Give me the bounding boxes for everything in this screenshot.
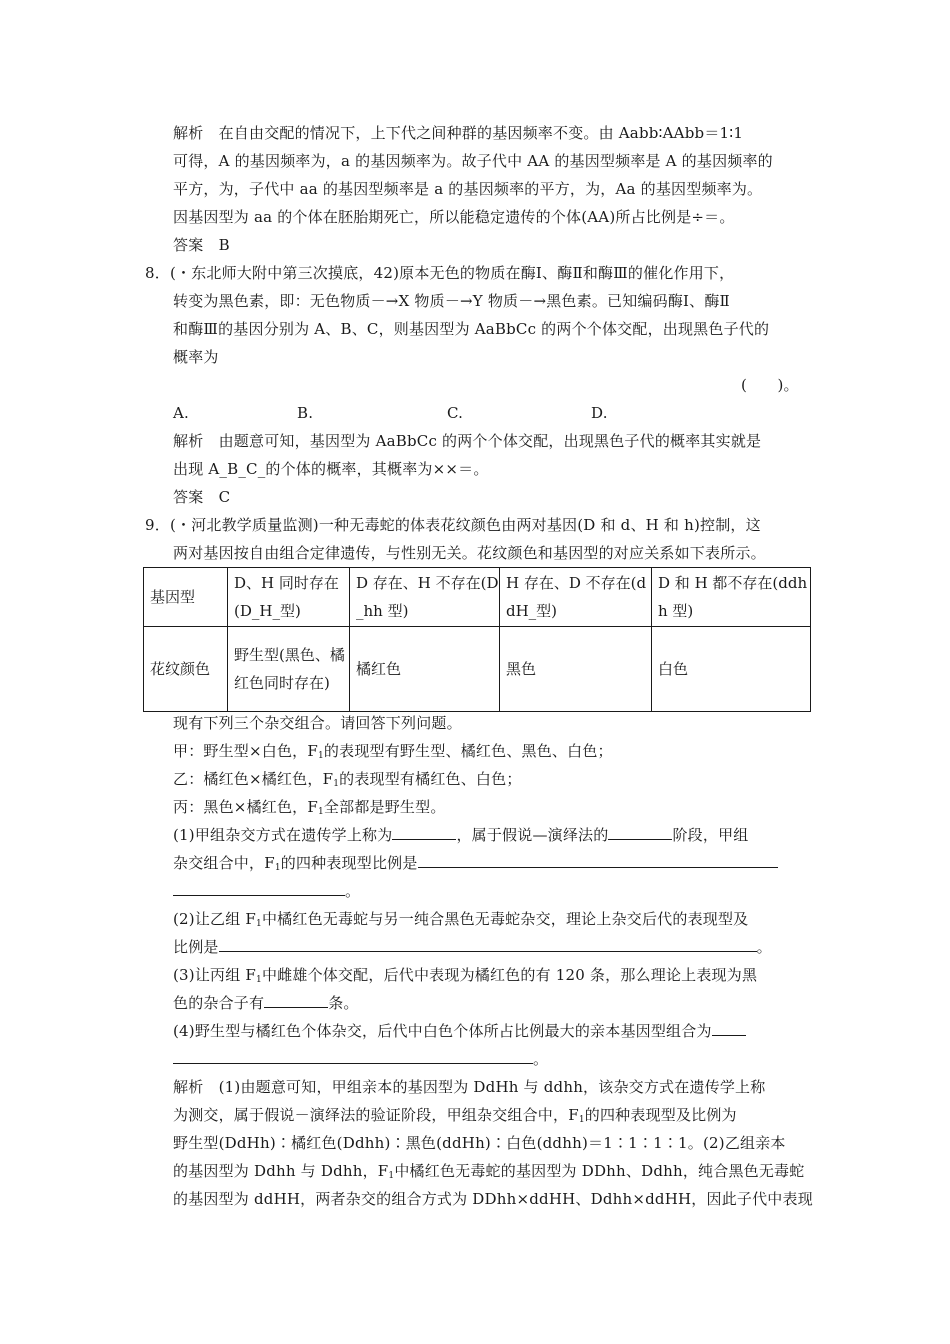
q8-option-b: B. (297, 404, 314, 422)
blank-input[interactable] (608, 825, 672, 840)
blank-input[interactable] (173, 1049, 533, 1064)
table-row (144, 627, 811, 712)
q8-answer: 答案 C (173, 488, 231, 506)
table-cell: D 和 H 都不存在(ddhh 型) (652, 568, 811, 627)
q9-cross-bing: 丙：黑色×橘红色，$F_1$全部都是野生型。 (173, 798, 446, 817)
q9-intro: 现有下列三个杂交组合。请回答下列问题。 (173, 714, 462, 732)
q9-cross-jia: 甲：野生型×白色，$F_1$的表现型有野生型、橘红色、黑色、白色； (173, 742, 613, 761)
q9-part4-line-1: (4)野生型与橘红色个体杂交，后代中白色个体所占比例最大的亲本基因型组合为 (173, 1021, 746, 1041)
blank-input[interactable] (418, 853, 778, 868)
table-cell: 花纹颜色 (144, 627, 228, 712)
table-cell: 黑色 (500, 627, 652, 712)
table-row (144, 568, 811, 627)
blank-input[interactable] (712, 1021, 746, 1036)
table-cell: 野生型(黑色、橘红色同时存在) (228, 627, 350, 712)
table-cell: D、H 同时存在(D_H_型) (228, 568, 350, 627)
blank-input[interactable] (219, 937, 757, 952)
table-cell: D 存在、H 不存在(D_hh 型) (350, 568, 500, 627)
q8-option-d: D. (591, 404, 608, 422)
q9-stem-line-1: 9．(・河北教学质量监测)一种无毒蛇的体表花纹颜色由两对基因(D 和 d、H 和 h)控制，这 (145, 516, 761, 534)
blank-input[interactable] (392, 825, 456, 840)
q9-part3-line-2: 色的杂合子有 条。 (173, 994, 359, 1012)
q8-analysis-line-1: 解析 由题意可知，基因型为 AaBbCc 的两个个体交配，出现黑色子代的概率其实就是 (173, 432, 762, 450)
q9-analysis-line-4: 的基因型为 Ddhh 与 Ddhh，$F_1$中橘红色无毒蛇的基因型为 DDhh、Ddhh，纯合黑色无毒蛇 (173, 1162, 805, 1181)
genotype-color-table (143, 567, 811, 712)
q8-option-a: A. (173, 404, 190, 422)
q9-part1-line-2: 杂交组合中，$F_1$的四种表现型比例是 (173, 853, 778, 873)
q9-part1-line-3: 。 (173, 881, 360, 901)
q7-analysis-line-2: 可得，A 的基因频率为，a 的基因频率为。故子代中 AA 的基因型频率是 A 的基因频率的 (173, 152, 773, 170)
q8-analysis-line-2: 出现 A_B_C_的个体的概率，其概率为××＝。 (173, 460, 489, 478)
q8-stem-line-3: 和酶Ⅲ的基因分别为 A、B、C，则基因型为 AaBbCc 的两个个体交配，出现黑色子代的 (173, 320, 770, 338)
q8-option-c: C. (447, 404, 464, 422)
q9-part3-line-1: (3)让丙组 $F_1$中雌雄个体交配，后代中表现为橘红色的有 120 条，那么理论上表现为黑 (173, 966, 758, 985)
table-cell: 基因型 (144, 568, 228, 627)
q9-part4-line-2: 。 (173, 1049, 548, 1069)
table-cell: 白色 (652, 627, 811, 712)
q8-stem-line-1: 8．(・东北师大附中第三次摸底，42)原本无色的物质在酶Ⅰ、酶Ⅱ和酶Ⅲ的催化作用下， (145, 264, 735, 282)
q9-analysis-line-2: 为测交，属于假说－演绎法的验证阶段，甲组杂交组合中，$F_1$的四种表现型及比例为 (173, 1106, 737, 1125)
q9-part1-line-1: (1)甲组杂交方式在遗传学上称为 ，属于假说—演绎法的 阶段，甲组 (173, 826, 749, 844)
q7-analysis-line-1: 解析 在自由交配的情况下，上下代之间种群的基因频率不变。由 Aabb∶AAbb＝1∶1 (173, 124, 744, 142)
blank-input[interactable] (173, 881, 345, 896)
q9-analysis-line-3: 野生型(DdHh)∶橘红色(Ddhh)∶黑色(ddHh)∶白色(ddhh)＝1∶1∶1∶1。(2)乙组亲本 (173, 1134, 786, 1152)
table-cell: H 存在、D 不存在(ddH_型) (500, 568, 652, 627)
q7-analysis-line-3: 平方，为，子代中 aa 的基因型频率是 a 的基因频率的平方，为，Aa 的基因型频率为。 (173, 180, 763, 198)
blank-input[interactable] (264, 993, 328, 1008)
q9-part2-line-2: 比例是 。 (173, 938, 772, 956)
table-cell: 橘红色 (350, 627, 500, 712)
q8-stem-line-2: 转变为黑色素，即：无色物质－→X 物质－→Y 物质－→黑色素。已知编码酶Ⅰ、酶Ⅱ (173, 292, 730, 310)
q9-part2-line-1: (2)让乙组 $F_1$中橘红色无毒蛇与另一纯合黑色无毒蛇杂交，理论上杂交后代的表现型及 (173, 910, 749, 929)
q9-cross-yi: 乙：橘红色×橘红色，$F_1$的表现型有橘红色、白色； (173, 770, 522, 789)
q8-stem-line-4: 概率为 (173, 348, 219, 366)
q9-stem-line-2: 两对基因按自由组合定律遗传，与性别无关。花纹颜色和基因型的对应关系如下表所示。 (173, 544, 766, 562)
q7-answer: 答案 B (173, 236, 230, 254)
q7-analysis-line-4: 因基因型为 aa 的个体在胚胎期死亡，所以能稳定遗传的个体(AA)所占比例是÷＝。 (173, 208, 735, 226)
q8-answer-bracket: ( )。 (741, 376, 799, 394)
q9-analysis-line-1: 解析 (1)由题意可知，甲组亲本的基因型为 DdHh 与 ddhh，该杂交方式在遗传学上称 (173, 1078, 766, 1096)
q9-analysis-line-5: 的基因型为 ddHH，两者杂交的组合方式为 DDhh×ddHH、Ddhh×ddHH，因此子代中表现 (173, 1190, 813, 1208)
